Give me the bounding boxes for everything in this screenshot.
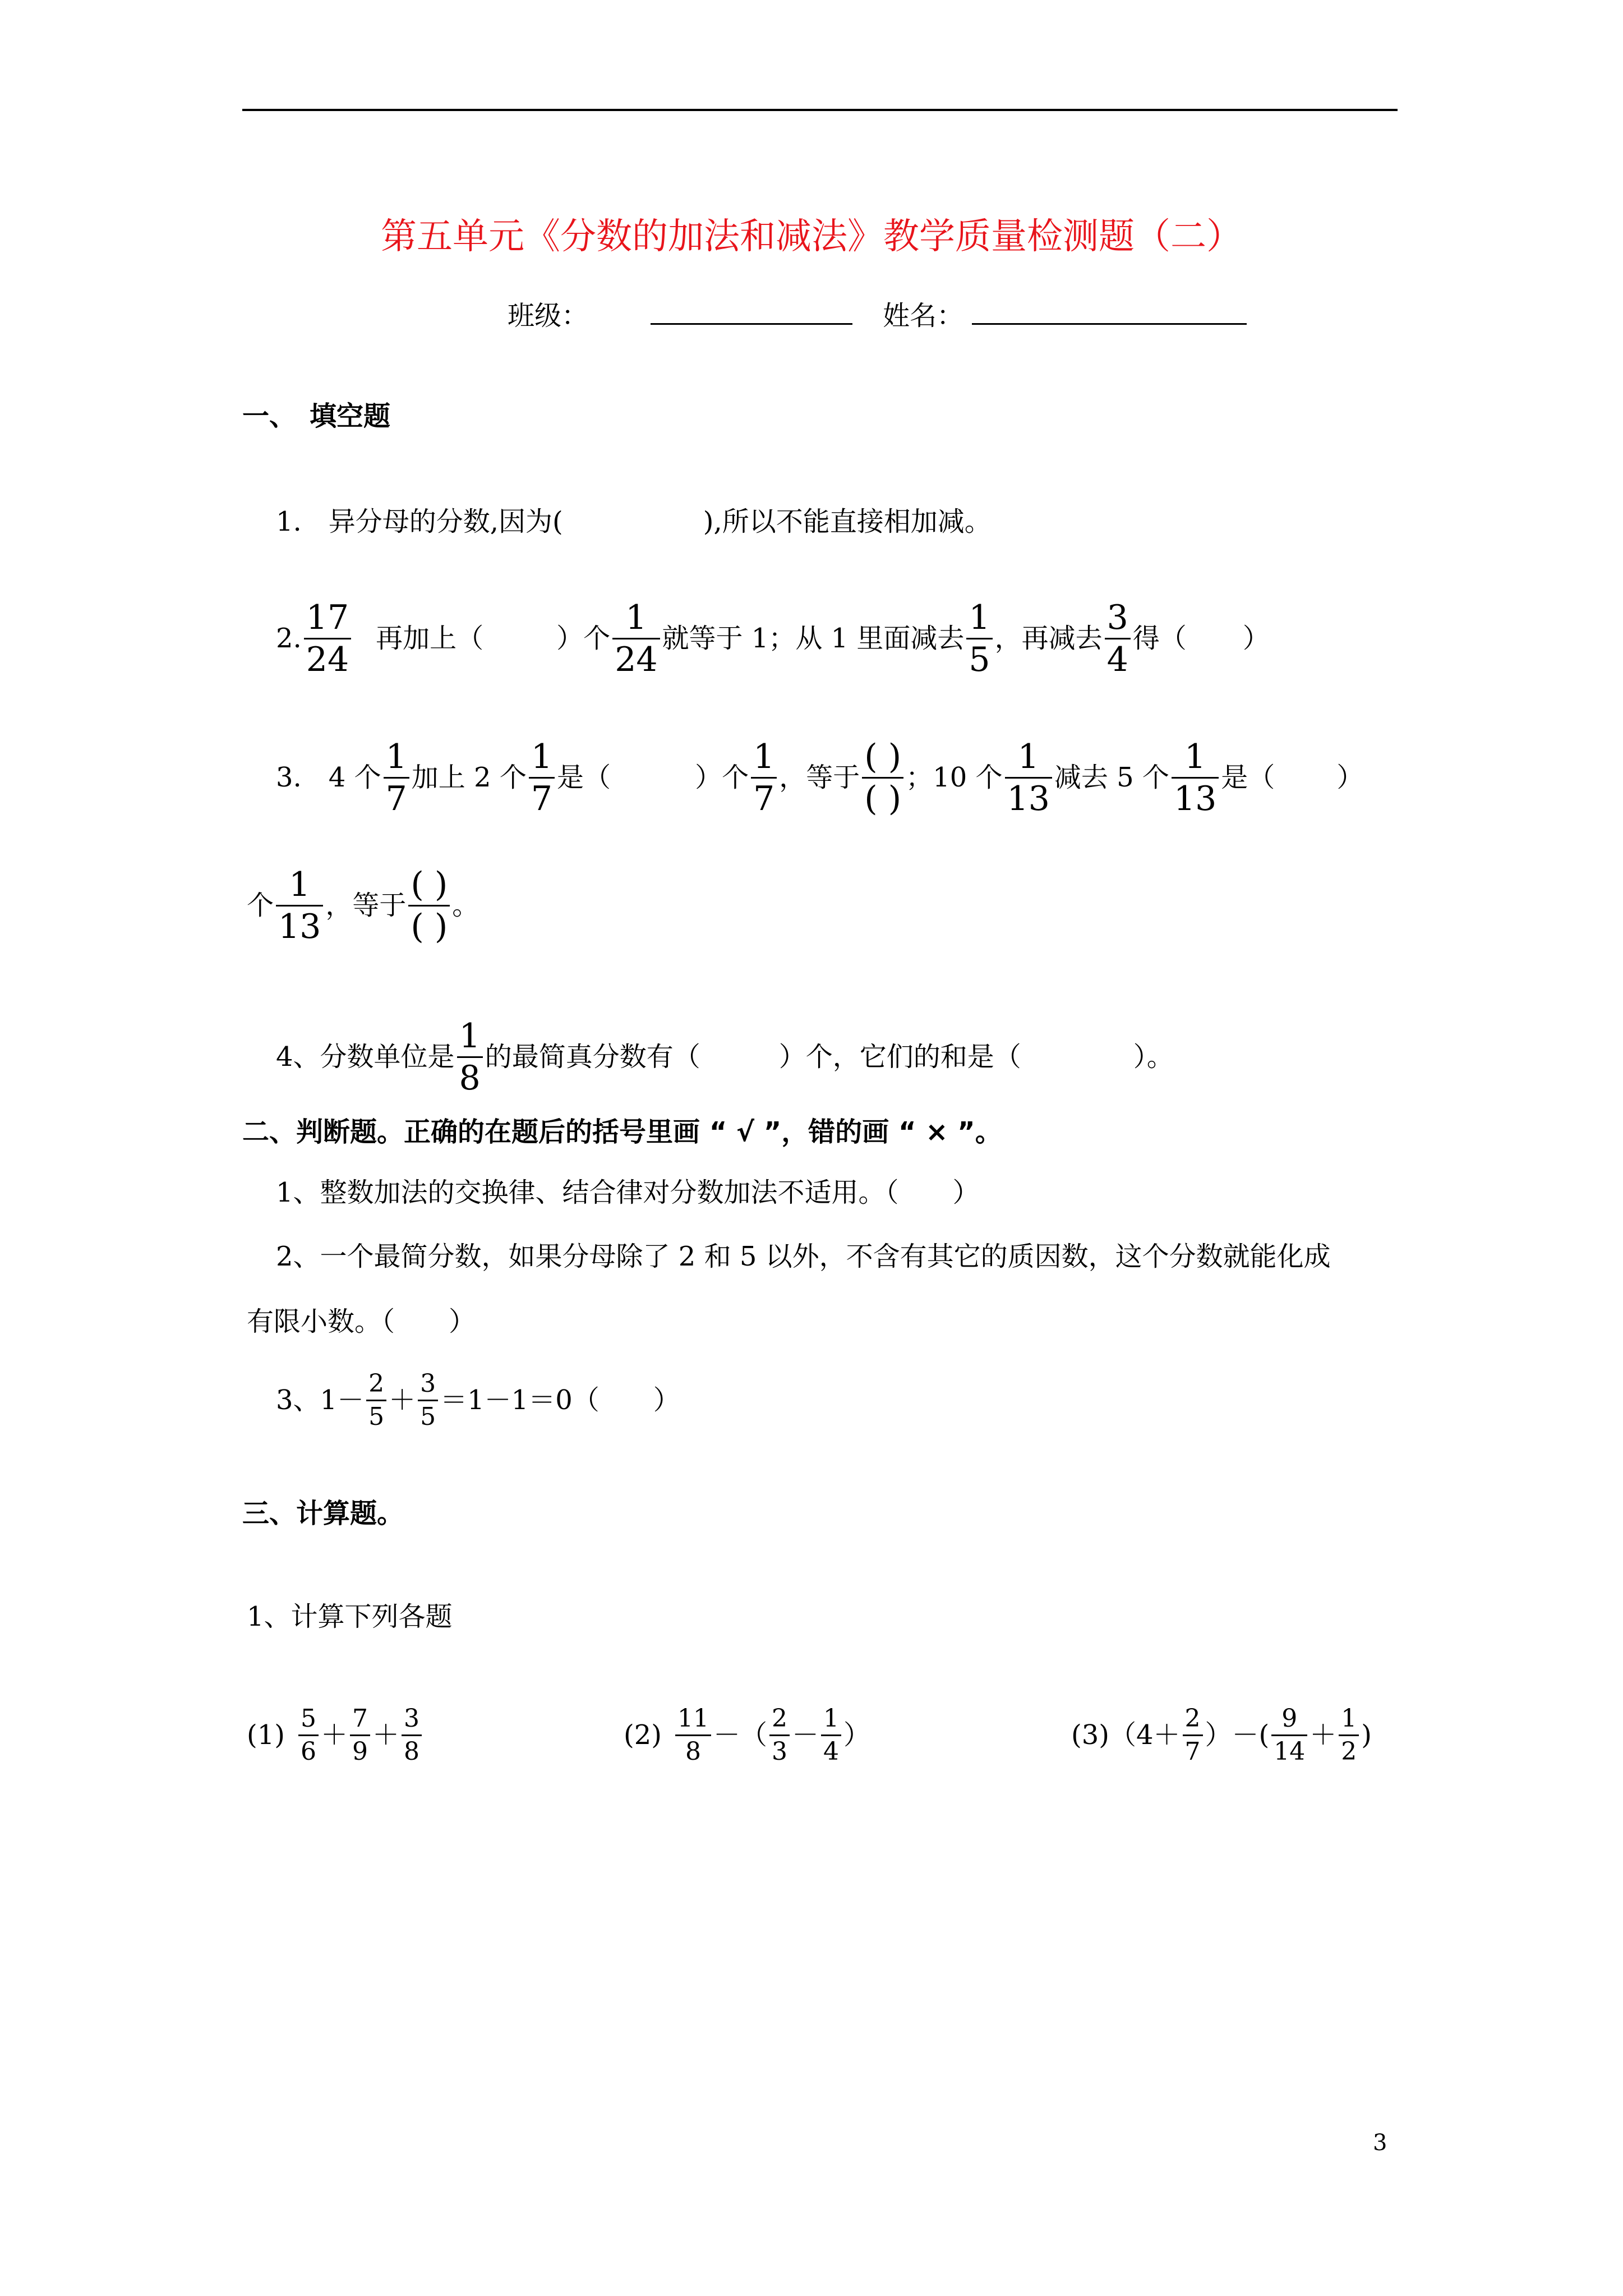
fraction-1-8: $\frac{1}{8}$ (457, 1019, 483, 1095)
fraction-3-5: $\frac{3}{5}$ (418, 1372, 438, 1429)
calc-problem-3: (3)（4＋ $\frac{2}{7}$ ）－( $\frac{9}{14}$ ＋ $\frac{1}{2}$ ) (1071, 1704, 1372, 1766)
calc-subheading: 1、计算下列各题 (247, 1601, 453, 1632)
page-title: 第五单元《分数的加法和减法》教学质量检测题（二） (381, 216, 1242, 257)
fraction-2-7: $\frac{2}{7}$ (1183, 1706, 1203, 1764)
fraction-1-4: $\frac{1}{4}$ (821, 1706, 841, 1764)
fraction-1-13: $\frac{1}{13}$ (1005, 740, 1052, 816)
fraction-1-7: $\frac{1}{7}$ (529, 740, 555, 816)
judge-q1: 1、整数加法的交换律、结合律对分数加法不适用。（ ） (276, 1177, 980, 1208)
fraction-9-14: $\frac{9}{14}$ (1271, 1706, 1307, 1764)
q4-fill-blank: 4、分数单位是 $\frac{1}{8}$ 的最简真分数有（ ）个，它们的和是（ ）。 (276, 1016, 1174, 1098)
name-input-line[interactable] (972, 298, 1247, 325)
fraction-11-8: $\frac{11}{8}$ (675, 1706, 711, 1764)
fraction-3-8: $\frac{3}{8}$ (402, 1706, 422, 1764)
q1-fill-blank: 1. 异分母的分数,因为( ),所以不能直接相加减。 (276, 506, 992, 537)
class-input-line[interactable] (651, 298, 852, 325)
fraction-1-7: $\frac{1}{7}$ (384, 740, 409, 816)
judge-q2-line2: 有限小数。（ ） (247, 1306, 476, 1337)
fraction-1-2: $\frac{1}{2}$ (1339, 1706, 1359, 1764)
q3-continuation: 个 $\frac{1}{13}$ ，等于 $\frac{( )}{( )}$ 。 (247, 864, 479, 946)
fraction-1-24: $\frac{1}{24}$ (612, 601, 660, 677)
fraction-7-9: $\frac{7}{9}$ (350, 1706, 370, 1764)
fraction-2-3: $\frac{2}{3}$ (769, 1706, 790, 1764)
blank-fraction[interactable]: $\frac{( )}{( )}$ (408, 868, 450, 944)
fraction-17-24: $\frac{17}{24}$ (304, 601, 351, 677)
page-number: 3 (1373, 2130, 1387, 2156)
judge-q2-line1: 2、一个最简分数，如果分母除了 2 和 5 以外，不含有其它的质因数，这个分数就能化成 (276, 1241, 1331, 1272)
fraction-2-5: $\frac{2}{5}$ (366, 1372, 386, 1429)
blank-fraction[interactable]: $\frac{( )}{( )}$ (862, 740, 903, 816)
fraction-1-13: $\frac{1}{13}$ (1172, 740, 1219, 816)
calc-problem-1: (1) $\frac{5}{6}$ ＋ $\frac{7}{9}$ ＋ $\frac{3}{8}$ (247, 1693, 424, 1777)
top-rule (242, 109, 1398, 111)
fraction-1-5: $\frac{1}{5}$ (966, 601, 992, 677)
section1-heading: 一、 填空题 (242, 401, 391, 432)
judge-q3: 3、1－ $\frac{2}{5}$ ＋ $\frac{3}{5}$ ＝1－1＝0（ ） (276, 1369, 680, 1431)
q3-fill-blank: 3. 4 个 $\frac{1}{7}$ 加上 2 个 $\frac{1}{7}$ 是（ ）个 $\frac{1}{7}$ ，等于 $\frac{( )}{( )}$ ；10 个 $\frac{1}{13}$ 减去 5 个 $\frac{1}{13}$ 是（ ） (276, 737, 1364, 818)
fraction-3-4: $\frac{3}{4}$ (1105, 601, 1131, 677)
calc-problem-2: (2) $\frac{11}{8}$ －（ $\frac{2}{3}$ － $\frac{1}{4}$ ） (624, 1704, 871, 1766)
fraction-1-13: $\frac{1}{13}$ (276, 868, 323, 944)
section2-heading: 二、判断题。正确的在题后的括号里画 “ √ ”，错的画 “ × ”。 (242, 1116, 1002, 1148)
student-info-row (508, 298, 1247, 333)
class-label: 班级： (508, 300, 589, 332)
fraction-5-6: $\frac{5}{6}$ (298, 1706, 319, 1764)
name-label: 姓名： (883, 300, 964, 332)
fraction-1-7: $\frac{1}{7}$ (751, 740, 777, 816)
q2-fill-blank: 2. $\frac{17}{24}$ 再加上（ ）个 $\frac{1}{24}$ 就等于 1；从 1 里面减去 $\frac{1}{5}$ ，再减去 $\frac{3}{4}$ 得（ ） (276, 597, 1270, 679)
section3-heading: 三、计算题。 (242, 1498, 404, 1529)
